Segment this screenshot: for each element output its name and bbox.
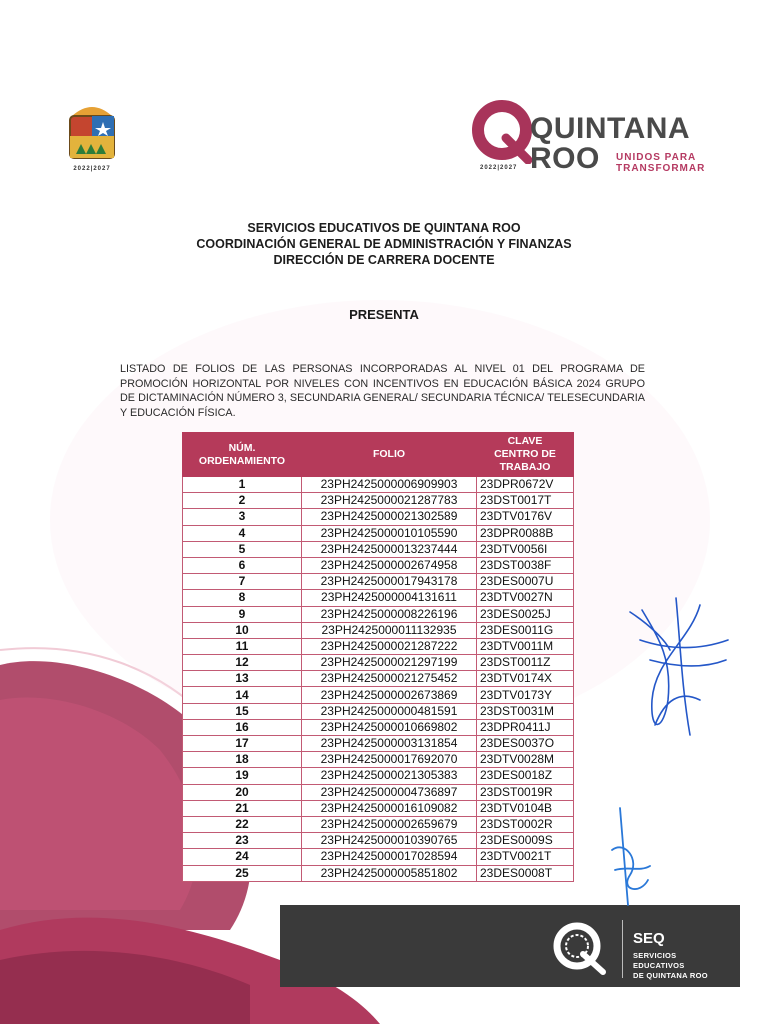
table-row [183,606,574,622]
row-number: 4 [183,525,302,541]
row-clave: 23DTV0173Y [477,687,574,703]
row-folio: 23PH2425000017028594 [302,849,477,865]
logo-tagline-1: UNIDOS PARA [616,152,697,163]
row-clave: 23DES0007U [477,574,574,590]
row-number: 15 [183,703,302,719]
footer-divider [622,920,623,978]
row-folio: 23PH2425000021275452 [302,671,477,687]
quintana-roo-logo [470,100,710,180]
row-folio: 23PH2425000021287222 [302,638,477,654]
row-folio: 23PH2425000010105590 [302,525,477,541]
row-clave: 23DTV0104B [477,800,574,816]
table-row [183,719,574,735]
row-folio: 23PH2425000011132935 [302,622,477,638]
row-clave: 23DES0025J [477,606,574,622]
row-clave: 23DTV0027N [477,590,574,606]
row-clave: 23DPR0411J [477,719,574,735]
row-folio: 23PH2425000021302589 [302,509,477,525]
row-number: 6 [183,557,302,573]
row-clave: 23DTV0174X [477,671,574,687]
row-folio: 23PH2425000021297199 [302,655,477,671]
table-row [183,865,574,881]
row-clave: 23DTV0176V [477,509,574,525]
table-row [183,525,574,541]
row-number: 2 [183,493,302,509]
row-clave: 23DPR0088B [477,525,574,541]
table-header-row [183,433,574,477]
row-number: 7 [183,574,302,590]
seq-logo-icon [545,918,615,978]
row-number: 12 [183,655,302,671]
table-row [183,509,574,525]
header-line-3: DIRECCIÓN DE CARRERA DOCENTE [273,253,495,267]
row-folio: 23PH2425000004131611 [302,590,477,606]
table-row [183,638,574,654]
table-row [183,671,574,687]
row-number: 18 [183,752,302,768]
row-folio: 23PH2425000021287783 [302,493,477,509]
header-line-2: COORDINACIÓN GENERAL DE ADMINISTRACIÓN Y FINANZAS [196,237,572,251]
row-clave: 23DES0009S [477,833,574,849]
row-folio: 23PH2425000021305383 [302,768,477,784]
table-row [183,849,574,865]
row-clave: 23DST0017T [477,493,574,509]
table-row [183,768,574,784]
header-clave [477,433,574,477]
header-clave-line3: TRABAJO [499,461,551,473]
table-row [183,687,574,703]
row-clave: 23DST0031M [477,703,574,719]
table-row [183,655,574,671]
crest-year-label: 2022|2027 [73,166,111,172]
row-folio: 23PH2425000002674958 [302,557,477,573]
table-row [183,541,574,557]
row-clave: 23DES0008T [477,865,574,881]
row-clave: 23DES0037O [477,736,574,752]
row-clave: 23DTV0056I [477,541,574,557]
row-clave: 23DTV0028M [477,752,574,768]
row-number: 9 [183,606,302,622]
table-row [183,590,574,606]
row-clave: 23DST0038F [477,557,574,573]
row-number: 10 [183,622,302,638]
seq-line-1: SERVICIOS [633,951,677,960]
table-row [183,477,574,493]
row-number: 24 [183,849,302,865]
row-folio: 23PH2425000017943178 [302,574,477,590]
logo-quintana-text: QUINTANA [530,112,691,145]
table-row [183,752,574,768]
header-clave-line2: CENTRO DE [494,448,556,460]
intro-paragraph: LISTADO DE FOLIOS DE LAS PERSONAS INCORPORADAS AL NIVEL 01 DEL PROGRAMA DE PROMOCIÓN HORIZONTAL POR NIVELES CON INCENTIVOS EN EDUCACIÓN BÁSICA 2024 GRUPO DE DICTAMINACIÓN NÚMERO 3, SECUNDARIA GENERAL/ SECUNDARIA TÉCNICA/ TELESECUNDARIA Y EDUCACIÓN FÍSICA. [120,363,645,419]
table-row [183,833,574,849]
seq-title: SEQ [633,930,665,947]
row-clave: 23DES0011G [477,622,574,638]
row-number: 21 [183,800,302,816]
row-clave: 23DES0018Z [477,768,574,784]
presenta-heading: PRESENTA [349,307,419,322]
header-num [183,433,302,477]
row-number: 8 [183,590,302,606]
row-number: 14 [183,687,302,703]
table-row [183,493,574,509]
logo-roo-text: ROO [530,142,600,175]
row-number: 1 [183,477,302,493]
row-folio: 23PH2425000002659679 [302,816,477,832]
row-clave: 23DTV0021T [477,849,574,865]
row-folio: 23PH2425000000481591 [302,703,477,719]
row-number: 13 [183,671,302,687]
row-number: 20 [183,784,302,800]
logo-year-label: 2022|2027 [480,165,518,171]
document-header [0,220,768,268]
q-logo-icon [470,100,534,164]
row-clave: 23DST0019R [477,784,574,800]
header-folio: FOLIO [302,433,477,477]
row-number: 19 [183,768,302,784]
row-folio: 23PH2425000003131854 [302,736,477,752]
row-folio: 23PH2425000002673869 [302,687,477,703]
table-row [183,736,574,752]
row-number: 3 [183,509,302,525]
row-folio: 23PH2425000013237444 [302,541,477,557]
table-body [183,477,574,882]
row-number: 11 [183,638,302,654]
row-clave: 23DPR0672V [477,477,574,493]
row-number: 16 [183,719,302,735]
header-clave-line1: CLAVE [507,435,543,447]
header-num-line2: ORDENAMIENTO [198,454,286,467]
row-folio: 23PH2425000004736897 [302,784,477,800]
row-number: 25 [183,865,302,881]
table-row [183,622,574,638]
row-number: 5 [183,541,302,557]
row-folio: 23PH2425000005851802 [302,865,477,881]
table-row [183,574,574,590]
row-folio: 23PH2425000006909903 [302,477,477,493]
row-folio: 23PH2425000008226196 [302,606,477,622]
row-number: 22 [183,816,302,832]
table-row [183,703,574,719]
seq-line-3: DE QUINTANA ROO [633,971,708,980]
row-folio: 23PH2425000010669802 [302,719,477,735]
folios-table [182,432,574,882]
table-row [183,816,574,832]
table-row [183,557,574,573]
row-clave: 23DST0002R [477,816,574,832]
seq-line-2: EDUCATIVOS [633,961,685,970]
row-folio: 23PH2425000010390765 [302,833,477,849]
row-folio: 23PH2425000016109082 [302,800,477,816]
row-number: 23 [183,833,302,849]
table-row [183,784,574,800]
logo-tagline-2: TRANSFORMAR [616,163,706,174]
row-number: 17 [183,736,302,752]
table-row [183,800,574,816]
row-clave: 23DTV0011M [477,638,574,654]
row-folio: 23PH2425000017692070 [302,752,477,768]
row-clave: 23DST0011Z [477,655,574,671]
header-num-line1: NÚM. [228,441,256,454]
header-line-1: SERVICIOS EDUCATIVOS DE QUINTANA ROO [247,221,521,235]
